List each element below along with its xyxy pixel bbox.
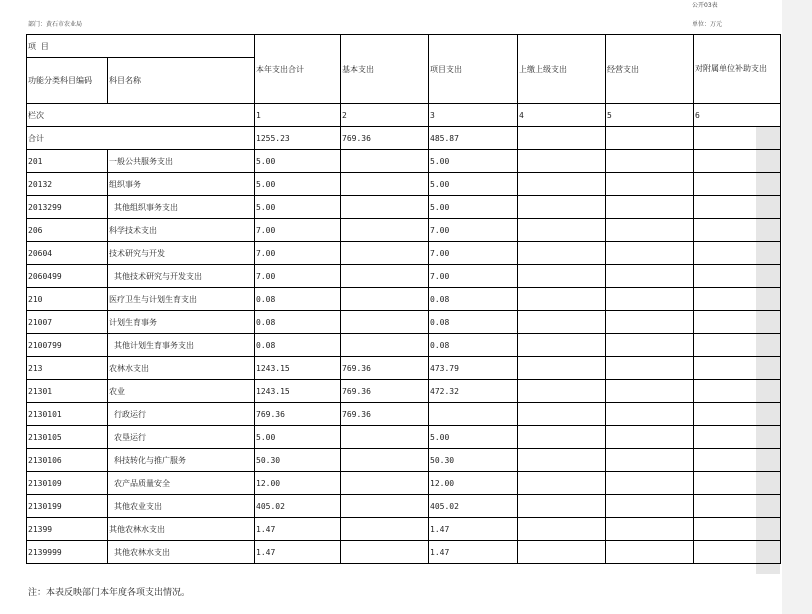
- column-index: 3: [429, 104, 518, 127]
- amount-cell: 405.02: [255, 495, 341, 518]
- department-label: 部门：黄石市农业局: [28, 21, 83, 28]
- subject-code: 210: [27, 288, 108, 311]
- subject-code: 2130101: [27, 403, 108, 426]
- amount-cell: [518, 242, 606, 265]
- amount-cell: [606, 334, 694, 357]
- column-index: 4: [518, 104, 606, 127]
- amount-cell: [341, 449, 429, 472]
- amount-cell: [606, 242, 694, 265]
- expenditure-table: [26, 34, 781, 564]
- amount-cell: [606, 173, 694, 196]
- subject-code: 21007: [27, 311, 108, 334]
- amount-cell: 7.00: [429, 265, 518, 288]
- subject-name: 农业: [108, 380, 255, 403]
- column-header-remit: 上缴上级支出: [518, 35, 606, 104]
- table-row: [27, 472, 781, 495]
- amount-cell: [606, 426, 694, 449]
- amount-cell: 12.00: [429, 472, 518, 495]
- amount-cell: 1243.15: [255, 380, 341, 403]
- total-cell: [518, 127, 606, 150]
- subject-name: 组织事务: [108, 173, 255, 196]
- total-cell: 485.87: [429, 127, 518, 150]
- form-number: 公开03表: [692, 2, 718, 9]
- table-row: [27, 518, 781, 541]
- amount-cell: [341, 334, 429, 357]
- amount-cell: 769.36: [341, 403, 429, 426]
- amount-cell: 50.30: [429, 449, 518, 472]
- amount-cell: [341, 173, 429, 196]
- subject-name: 农垦运行: [108, 426, 255, 449]
- total-cell: [606, 127, 694, 150]
- table-row: [27, 495, 781, 518]
- amount-cell: 50.30: [255, 449, 341, 472]
- amount-cell: 1.47: [429, 541, 518, 564]
- subject-code: 2139999: [27, 541, 108, 564]
- amount-cell: 5.00: [255, 173, 341, 196]
- column-index-label: 栏次: [27, 104, 255, 127]
- amount-cell: 5.00: [255, 426, 341, 449]
- code-column-header: 功能分类科目编码: [27, 58, 108, 104]
- amount-cell: 1.47: [255, 541, 341, 564]
- amount-cell: [694, 518, 781, 541]
- amount-cell: [606, 265, 694, 288]
- amount-cell: [518, 334, 606, 357]
- subject-code: 213: [27, 357, 108, 380]
- amount-cell: [606, 288, 694, 311]
- subject-name: 医疗卫生与计划生育支出: [108, 288, 255, 311]
- subject-name: 科技转化与推广服务: [108, 449, 255, 472]
- subject-code: 20132: [27, 173, 108, 196]
- amount-cell: 1.47: [429, 518, 518, 541]
- subject-name: 其他技术研究与开发支出: [108, 265, 255, 288]
- amount-cell: [694, 495, 781, 518]
- amount-cell: 0.08: [429, 288, 518, 311]
- amount-cell: [606, 518, 694, 541]
- amount-cell: [518, 541, 606, 564]
- amount-cell: [341, 472, 429, 495]
- amount-cell: [518, 518, 606, 541]
- table-row: [27, 288, 781, 311]
- table-row: [27, 150, 781, 173]
- amount-cell: [518, 426, 606, 449]
- subject-name: 其他农林水支出: [108, 541, 255, 564]
- amount-cell: [341, 541, 429, 564]
- subject-code: 2130106: [27, 449, 108, 472]
- amount-cell: [606, 495, 694, 518]
- item-group-header: 项 目: [27, 35, 255, 58]
- amount-cell: [694, 403, 781, 426]
- amount-cell: 7.00: [255, 265, 341, 288]
- subject-name: 行政运行: [108, 403, 255, 426]
- amount-cell: [606, 449, 694, 472]
- amount-cell: [518, 403, 606, 426]
- amount-cell: [694, 541, 781, 564]
- amount-cell: 7.00: [255, 219, 341, 242]
- amount-cell: 405.02: [429, 495, 518, 518]
- table-row: [27, 449, 781, 472]
- amount-cell: [341, 150, 429, 173]
- table-row: [27, 380, 781, 403]
- amount-cell: 0.08: [255, 334, 341, 357]
- amount-cell: 769.36: [341, 357, 429, 380]
- amount-cell: 1243.15: [255, 357, 341, 380]
- amount-cell: 5.00: [429, 173, 518, 196]
- amount-cell: [694, 288, 781, 311]
- subject-code: 206: [27, 219, 108, 242]
- total-cell: 1255.23: [255, 127, 341, 150]
- amount-cell: 5.00: [255, 150, 341, 173]
- amount-cell: [518, 380, 606, 403]
- amount-cell: [606, 219, 694, 242]
- table-row: [27, 219, 781, 242]
- amount-cell: [518, 265, 606, 288]
- column-header-basic: 基本支出: [341, 35, 429, 104]
- amount-cell: 5.00: [429, 426, 518, 449]
- amount-cell: [694, 311, 781, 334]
- amount-cell: [694, 242, 781, 265]
- subject-name: 其他组织事务支出: [108, 196, 255, 219]
- amount-cell: 5.00: [255, 196, 341, 219]
- amount-cell: [606, 357, 694, 380]
- subject-code: 2130109: [27, 472, 108, 495]
- total-cell: [694, 127, 781, 150]
- amount-cell: 0.08: [255, 288, 341, 311]
- amount-cell: [694, 196, 781, 219]
- amount-cell: [341, 242, 429, 265]
- subject-name: 其他计划生育事务支出: [108, 334, 255, 357]
- total-label: 合计: [27, 127, 255, 150]
- amount-cell: 0.08: [429, 311, 518, 334]
- subject-name: 农产品质量安全: [108, 472, 255, 495]
- amount-cell: 0.08: [255, 311, 341, 334]
- subject-name: 计划生育事务: [108, 311, 255, 334]
- amount-cell: [606, 150, 694, 173]
- amount-cell: 12.00: [255, 472, 341, 495]
- table-row: [27, 311, 781, 334]
- amount-cell: [694, 426, 781, 449]
- total-cell: 769.36: [341, 127, 429, 150]
- subject-code: 2130199: [27, 495, 108, 518]
- amount-cell: [341, 219, 429, 242]
- amount-cell: [606, 311, 694, 334]
- table-row: [27, 173, 781, 196]
- column-header-operating: 经营支出: [606, 35, 694, 104]
- table-row: [27, 403, 781, 426]
- amount-cell: 769.36: [341, 380, 429, 403]
- amount-cell: 7.00: [255, 242, 341, 265]
- subject-name: 农林水支出: [108, 357, 255, 380]
- subject-name: 科学技术支出: [108, 219, 255, 242]
- amount-cell: [694, 173, 781, 196]
- amount-cell: 0.08: [429, 334, 518, 357]
- amount-cell: [694, 380, 781, 403]
- amount-cell: [429, 403, 518, 426]
- amount-cell: 7.00: [429, 242, 518, 265]
- table-row: [27, 265, 781, 288]
- amount-cell: [694, 334, 781, 357]
- table-row: [27, 357, 781, 380]
- column-index: 5: [606, 104, 694, 127]
- table-row: [27, 541, 781, 564]
- subject-code: 201: [27, 150, 108, 173]
- column-header-total: 本年支出合计: [255, 35, 341, 104]
- subject-name: 技术研究与开发: [108, 242, 255, 265]
- amount-cell: [518, 495, 606, 518]
- amount-cell: [341, 518, 429, 541]
- table-row: [27, 426, 781, 449]
- amount-cell: [518, 219, 606, 242]
- amount-cell: [518, 196, 606, 219]
- name-column-header: 科目名称: [108, 58, 255, 104]
- amount-cell: 7.00: [429, 219, 518, 242]
- subject-name: 其他农林水支出: [108, 518, 255, 541]
- subject-code: 2100799: [27, 334, 108, 357]
- amount-cell: 5.00: [429, 196, 518, 219]
- amount-cell: 472.32: [429, 380, 518, 403]
- amount-cell: [518, 311, 606, 334]
- amount-cell: [606, 541, 694, 564]
- subject-code: 2013299: [27, 196, 108, 219]
- amount-cell: [606, 403, 694, 426]
- amount-cell: [606, 380, 694, 403]
- subject-name: 其他农业支出: [108, 495, 255, 518]
- amount-cell: [518, 472, 606, 495]
- amount-cell: [694, 472, 781, 495]
- amount-cell: [518, 173, 606, 196]
- table-note: 注：本表反映部门本年度各项支出情况。: [28, 588, 191, 598]
- amount-cell: 769.36: [255, 403, 341, 426]
- amount-cell: [341, 495, 429, 518]
- amount-cell: [341, 311, 429, 334]
- amount-cell: [341, 196, 429, 219]
- amount-cell: 1.47: [255, 518, 341, 541]
- table-row: [27, 334, 781, 357]
- subject-code: 20604: [27, 242, 108, 265]
- unit-label: 单位：万元: [692, 21, 723, 28]
- subject-code: 21399: [27, 518, 108, 541]
- subject-name: 一般公共服务支出: [108, 150, 255, 173]
- amount-cell: [694, 219, 781, 242]
- amount-cell: [518, 288, 606, 311]
- column-index: 1: [255, 104, 341, 127]
- amount-cell: 473.79: [429, 357, 518, 380]
- amount-cell: [694, 449, 781, 472]
- amount-cell: [606, 472, 694, 495]
- page-margin-strip: [782, 0, 812, 614]
- column-header-project: 项目支出: [429, 35, 518, 104]
- amount-cell: [341, 265, 429, 288]
- table-row: [27, 196, 781, 219]
- amount-cell: [341, 288, 429, 311]
- column-index: 2: [341, 104, 429, 127]
- subject-code: 2060499: [27, 265, 108, 288]
- amount-cell: [694, 150, 781, 173]
- amount-cell: [518, 449, 606, 472]
- column-header-subsidy: 对附属单位补助支出: [694, 35, 781, 104]
- subject-code: 21301: [27, 380, 108, 403]
- amount-cell: [518, 357, 606, 380]
- amount-cell: [694, 357, 781, 380]
- table-row: [27, 242, 781, 265]
- amount-cell: [606, 196, 694, 219]
- amount-cell: [518, 150, 606, 173]
- column-index: 6: [694, 104, 781, 127]
- subject-code: 2130105: [27, 426, 108, 449]
- amount-cell: 5.00: [429, 150, 518, 173]
- amount-cell: [694, 265, 781, 288]
- amount-cell: [341, 426, 429, 449]
